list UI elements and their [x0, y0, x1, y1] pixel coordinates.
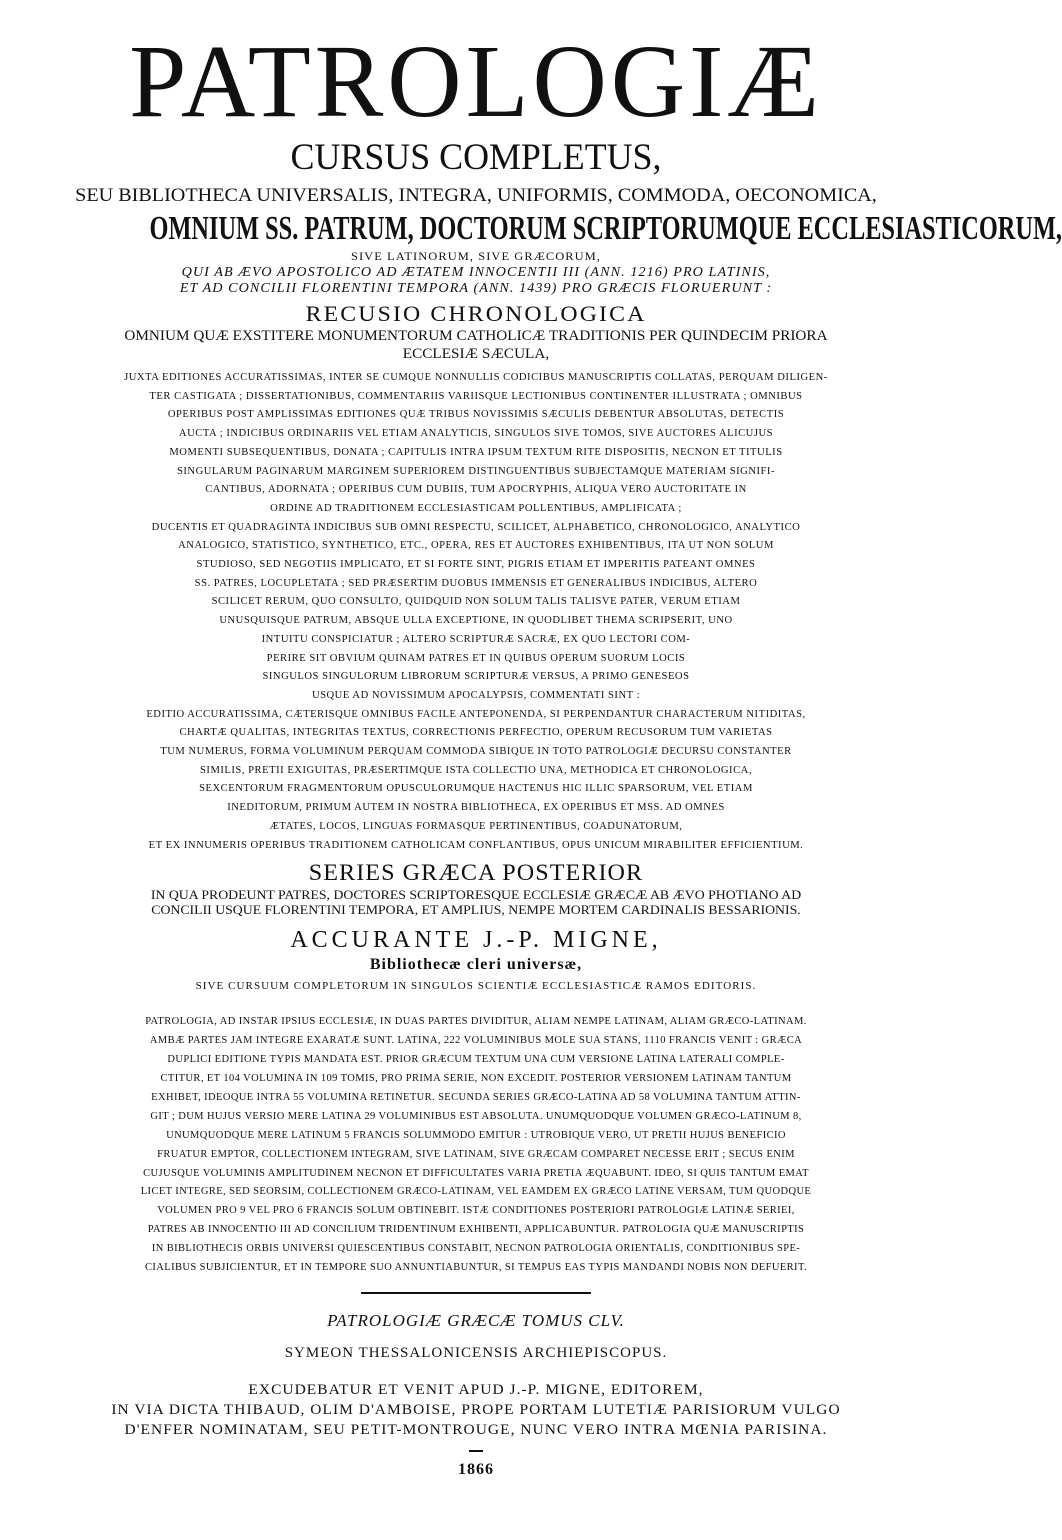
series-sub-line-2: CONCILII USQUE FLORENTINI TEMPORA, ET AMPLIUS, NEMPE MORTEM CARDINALIS BESSARIONIS. [151, 902, 801, 918]
description-line: STUDIOSO, SED NEGOTIIS IMPLICATO, ET SI FORTE SINT, PIGRIS ETIAM ET IMPERITIS PATEANT OMNES [196, 559, 756, 571]
sive-cursuum-line: SIVE CURSUUM COMPLETORUM IN SINGULOS SCIENTIÆ ECCLESIASTICÆ RAMOS EDITORIS. [195, 981, 757, 993]
description-line: DUCENTIS ET QUADRAGINTA INDICIBUS SUB OMNI RESPECTU, SCILICET, ALPHABETICO, CHRONOLOGICO, ANALYTICO [151, 521, 801, 533]
description-line: SEXCENTORUM FRAGMENTORUM OPUSCULORUMQUE HACTENUS HIC ILLIC SPARSORUM, VEL ETIAM [199, 783, 753, 795]
series-heading: SERIES GRÆCA POSTERIOR [308, 860, 644, 886]
seu-line: SEU BIBLIOTHECA UNIVERSALIS, INTEGRA, UNIFORMIS, COMMODA, OECONOMICA, [75, 185, 877, 206]
imprint-block [20, 1380, 932, 1440]
notice-line: LICET INTEGRE, SED SEORSIM, COLLECTIONEM GRÆCO-LATINAM, VEL EAMDEM EX GRÆCO LATINE VERSAM, TUM QUODQUE [140, 1186, 812, 1198]
notice-line: CIALIBUS SUBJICIENTUR, ET IN TEMPORE SUO ANNUNTIABUNTUR, SI TEMPUS EAS TYPIS MANDANDI NOBIS NON DEFUERIT. [144, 1262, 808, 1274]
description-line: SS. PATRES, LOCUPLETATA ; SED PRÆSERTIM DUOBUS IMMENSIS ET GENERALIBUS INDICIBUS, ALTERO [194, 577, 758, 589]
bibliothecae-line: Bibliothecæ cleri universæ, [369, 956, 583, 974]
short-dash [469, 1450, 483, 1452]
description-line: ANALOGICO, STATISTICO, SYNTHETICO, ETC., OPERA, RES ET AUCTORES EXHIBENTIBUS, ITA UT NON SOLUM [178, 540, 774, 552]
description-line: CANTIBUS, ADORNATA ; OPERIBUS CUM DUBIIS, TUM APOCRYPHIS, ALIQUA VERO AUCTORITATE IN [205, 484, 747, 496]
description-line: EDITIO ACCURATISSIMA, CÆTERISQUE OMNIBUS FACILE ANTEPONENDA, SI PERPENDANTUR CHARACTERUM NITIDITAS, [146, 708, 806, 720]
imprint-line: IN VIA DICTA THIBAUD, OLIM D'AMBOISE, PROPE PORTAM LUTETIÆ PARISIORUM VULGO [111, 1401, 841, 1418]
description-line: INEDITORUM, PRIMUM AUTEM IN NOSTRA BIBLIOTHECA, EX OPERIBUS ET MSS. AD OMNES [227, 802, 725, 814]
notice-line: EXHIBET, IDEOQUE INTRA 55 VOLUMINA RETINETUR. SECUNDA SERIES GRÆCO-LATINA AD 58 VOLUMINA TANTUM ATTIN- [151, 1091, 801, 1103]
omnium-line: OMNIUM SS. PATRUM, DOCTORUM SCRIPTORUMQUE ECCLESIASTICORUM, [149, 210, 1062, 247]
notice-line: UNUMQUODQUE MERE LATINUM 5 FRANCIS SOLUMMODO EMITUR : UTROBIQUE VERO, UT PRETII HUJUS BENEFICIO [166, 1129, 786, 1141]
main-title: PATROLOGIÆ [129, 24, 823, 139]
description-line: CHARTÆ QUALITAS, INTEGRITAS TEXTUS, CORRECTIONIS PERFECTIO, OPERUM RECUSORUM TUM VARIETAS [179, 727, 773, 739]
description-line: SCILICET RERUM, QUO CONSULTO, QUIDQUID NON SOLUM TALIS TALISVE PATER, VERUM ETIAM [211, 596, 741, 608]
description-line: PERIRE SIT OBVIUM QUINAM PATRES ET IN QUIBUS OPERUM SUORUM LOCIS [266, 652, 686, 664]
tomus-line: PATROLOGIÆ GRÆCÆ TOMUS CLV. [327, 1310, 625, 1330]
year: 1866 [458, 1460, 494, 1478]
description-line: ORDINE AD TRADITIONEM ECCLESIASTICAM POLLENTIBUS, AMPLIFICATA ; [270, 502, 682, 514]
description-line: ET EX INNUMERIS OPERIBUS TRADITIONEM CATHOLICAM CONFLANTIBUS, OPUS UNICUM MIRABILITER EFFICIENTIUM. [148, 839, 804, 851]
divider-rule [361, 1292, 591, 1294]
recusio-heading: RECUSIO CHRONOLOGICA [305, 301, 647, 326]
description-line: UNUSQUISQUE PATRUM, ABSQUE ULLA EXCEPTIONE, IN QUODLIBET THEMA SCRIPSERIT, UNO [219, 615, 733, 627]
description-block [20, 369, 932, 855]
notice-line: DUPLICI EDITIONE TYPIS MANDATA EST. PRIOR GRÆCUM TEXTUM UNA CUM VERSIONE LATINA LATERALI COMPLE- [167, 1054, 785, 1066]
notice-line: AMBÆ PARTES JAM INTEGRE EXARATÆ SUNT. LATINA, 222 VOLUMINIBUS MOLE SUA STANS, 1110 FRANCIS VENIT : GRÆCA [149, 1035, 803, 1047]
notice-line: CTITUR, ET 104 VOLUMINA IN 109 TOMIS, PRO PRIMA SERIE, NON EXCEDIT. POSTERIOR VERSIONEM LATINAM TANTUM [160, 1073, 792, 1084]
series-sub-line-1: IN QUA PRODEUNT PATRES, DOCTORES SCRIPTORESQUE ECCLESIÆ GRÆCÆ AB ÆVO PHOTIANO AD [150, 887, 802, 903]
author-line: SYMEON THESSALONICENSIS ARCHIEPISCOPUS. [284, 1344, 668, 1361]
description-line: JUXTA EDITIONES ACCURATISSIMAS, INTER SE CUMQUE NONNULLIS CODICIBUS MANUSCRIPTIS COLLATAS, PERQUAM DILIGEN- [124, 372, 828, 383]
imprint-line: EXCUDEBATUR ET VENIT APUD J.-P. MIGNE, EDITOREM, [248, 1381, 704, 1398]
sive-line: SIVE LATINORUM, SIVE GRÆCORUM, [351, 249, 601, 263]
notice-line: FRUATUR EMPTOR, COLLECTIONEM INTEGRAM, SIVE LATINAM, SIVE GRÆCAM COMPARET NECESSE ERIT ; SECUS ENIM [157, 1148, 795, 1160]
description-line: SINGULOS SINGULORUM LIBRORUM SCRIPTURÆ VERSUS, A PRIMO GENESEOS [262, 671, 690, 683]
italic-line-1: QUI AB ÆVO APOSTOLICO AD ÆTATEM INNOCENTII III (ANN. 1216) PRO LATINIS, [181, 264, 771, 279]
omnium-quae-line-2: ECCLESIÆ SÆCULA, [402, 346, 550, 362]
notice-line: PATROLOGIA, AD INSTAR IPSIUS ECCLESIÆ, IN DUAS PARTES DIVIDITUR, ALIAM NEMPE LATINAM, ALIAM GRÆCO-LATINAM. [145, 1016, 807, 1028]
notice-line: IN BIBLIOTHECIS ORBIS UNIVERSI QUIESCENTIBUS CONSTABIT, NECNON PATROLOGIA ORIENTALIS, CONDITIONIBUS SPE- [151, 1243, 801, 1255]
description-line: OPERIBUS POST AMPLISSIMAS EDITIONES QUÆ TRIBUS NOVISSIMIS SÆCULIS DEBENTUR ABSOLUTAS, DETECTIS [167, 409, 785, 421]
imprint-line: D'ENFER NOMINATAM, SEU PETIT-MONTROUGE, NUNC VERO INTRA MŒNIA PARISINA. [124, 1421, 828, 1438]
notice-line: GIT ; DUM HUJUS VERSIO MERE LATINA 29 VOLUMINIBUS EST ABSOLUTA. UNUMQUODQUE VOLUMEN GRÆCO-LATINUM 8, [150, 1110, 802, 1122]
accurante-line: ACCURANTE J.-P. MIGNE, [290, 927, 662, 954]
description-line: TER CASTIGATA ; DISSERTATIONIBUS, COMMENTARIIS VARIISQUE LECTIONIBUS CONTINENTER ILLUSTRATA ; OMNIBUS [149, 390, 803, 402]
notice-line: VOLUMEN PRO 9 VEL PRO 6 FRANCIS SOLUM OBTINEBIT. ISTÆ CONDITIONES POSTERIORI PATROLOGIÆ LATINÆ SERIEI, [157, 1205, 795, 1217]
italic-line-2: ET AD CONCILII FLORENTINI TEMPORA (ANN. 1439) PRO GRÆCIS FLORUERUNT : [179, 280, 773, 295]
description-line: AUCTA ; INDICIBUS ORDINARIIS VEL ETIAM ANALYTICIS, SINGULOS SIVE TOMOS, SIVE AUCTORES ALICUJUS [178, 428, 774, 440]
description-line: SINGULARUM PAGINARUM MARGINEM SUPERIOREM DISTINGUENTIBUS SUBJECTAMQUE MATERIAM SIGNIFI- [176, 465, 776, 477]
subtitle: CURSUS COMPLETUS, [290, 137, 662, 178]
notice-paragraph [20, 1013, 932, 1278]
description-line: USQUE AD NOVISSIMUM APOCALYPSIS, COMMENTATI SINT : [311, 689, 641, 701]
description-line: ÆTATES, LOCOS, LINGUAS FORMASQUE PERTINENTIBUS, COADUNATORUM, [269, 820, 683, 832]
omnium-quae-line-1: OMNIUM QUÆ EXSTITERE MONUMENTORUM CATHOLICÆ TRADITIONIS PER QUINDECIM PRIORA [124, 328, 828, 344]
description-line: TUM NUMERUS, FORMA VOLUMINUM PERQUAM COMMODA SIBIQUE IN TOTO PATROLOGIÆ DECURSU CONSTANTER [160, 746, 792, 758]
notice-line: CUJUSQUE VOLUMINIS AMPLITUDINEM NECNON ET DIFFICULTATES VARIA PRETIA ÆQUABUNT. IDEO, SI QUIS TANTUM EMAT [143, 1167, 809, 1179]
notice-line: PATRES AB INNOCENTIO III AD CONCILIUM TRIDENTINUM EXHIBENTI, APPLICABUNTUR. PATROLOGIA QUÆ MANUSCRIPTIS [147, 1224, 805, 1236]
description-line: MOMENTI SUBSEQUENTIBUS, DONATA ; CAPITULIS INTRA IPSUM TEXTUM RITE DISPOSITIS, NECNON ET TITULIS [169, 446, 783, 458]
description-line: INTUITU CONSPICIATUR ; ALTERO SCRIPTURÆ SACRÆ, EX QUO LECTORI COM- [261, 633, 691, 645]
description-line: SIMILIS, PRETII EXIGUITAS, PRÆSERTIMQUE ISTA COLLECTIO UNA, METHODICA ET CHRONOLOGICA, [200, 764, 752, 776]
